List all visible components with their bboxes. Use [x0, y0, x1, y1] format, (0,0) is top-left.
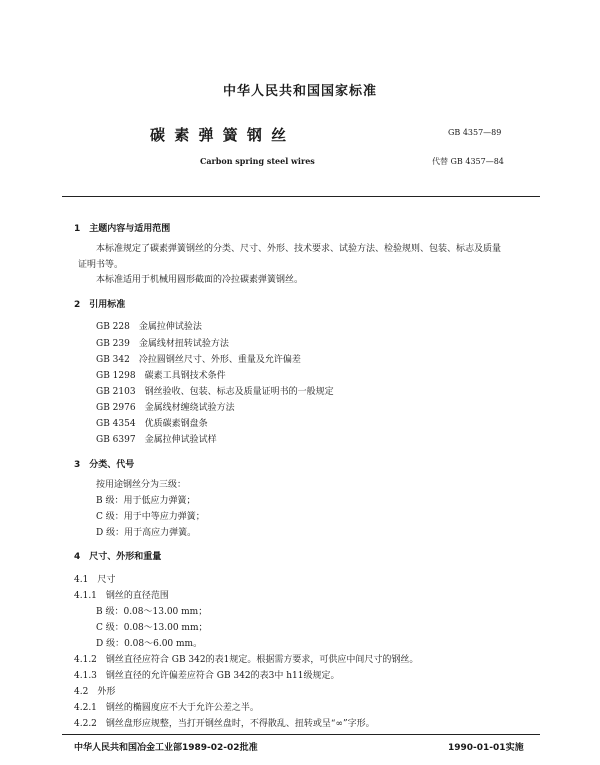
- replaces-code: 代替 GB 4357—84: [432, 157, 504, 166]
- reference-item: GB 2976 金属线材缠绕试验方法: [96, 403, 235, 413]
- section-2-heading: 2 引用标准: [74, 300, 126, 310]
- section-3-heading: 3 分类、代号: [74, 460, 135, 470]
- clause-4-1-2: 4.1.2 钢丝直径应符合 GB 342的表1规定。根据需方要求，可供应中间尺寸的钢丝。: [74, 655, 419, 665]
- diameter-range-item: C 级：0.08～13.00 mm；: [96, 623, 208, 633]
- clause-4-2-1: 4.2.1 钢丝的椭圆度应不大于允许公差之半。: [74, 703, 259, 713]
- subsection-4-2-heading: 4.2 外形: [74, 687, 116, 697]
- diameter-range-item: D 级：0.08～6.00 mm。: [96, 639, 203, 649]
- document-title-en: Carbon spring steel wires: [200, 156, 315, 166]
- section-3-intro: 按用途钢丝分为三级：: [96, 480, 187, 490]
- section-1-heading: 1 主题内容与适用范围: [74, 224, 171, 234]
- clause-4-1-1: 4.1.1 钢丝的直径范围: [74, 591, 169, 601]
- header-divider: [62, 196, 540, 197]
- reference-item: GB 342 冷拉圆钢丝尺寸、外形、重量及允许偏差: [96, 355, 301, 365]
- reference-item: GB 4354 优质碳素钢盘条: [96, 419, 208, 429]
- reference-item: GB 1298 碳素工具钢技术条件: [96, 371, 226, 381]
- grade-item: B 级：用于低应力弹簧；: [96, 496, 196, 506]
- reference-item: GB 239 金属线材扭转试验方法: [96, 339, 229, 349]
- section-4-heading: 4 尺寸、外形和重量: [74, 552, 162, 562]
- section-1-paragraph-1-line-2: 证明书等。: [78, 260, 124, 270]
- document-title-cn: 碳 素 弹 簧 钢 丝: [150, 126, 289, 144]
- approval-line: 中华人民共和国冶金工业部1989-02-02批准: [74, 743, 258, 753]
- grade-item: D 级：用于高应力弹簧。: [96, 528, 197, 538]
- reference-item: GB 6397 金属拉伸试验试样: [96, 435, 217, 445]
- section-1-paragraph-1-line-1: 本标准规定了碳素弹簧钢丝的分类、尺寸、外形、技术要求、试验方法、检验规则、包装、标志及质量: [96, 244, 502, 254]
- standard-code: GB 4357—89: [448, 128, 502, 137]
- diameter-range-item: B 级：0.08～13.00 mm；: [96, 607, 208, 617]
- clause-4-1-3: 4.1.3 钢丝直径的允许偏差应符合 GB 342的表3中 h11级规定。: [74, 671, 340, 681]
- national-standard-title: 中华人民共和国国家标准: [222, 84, 377, 99]
- subsection-4-1-heading: 4.1 尺寸: [74, 575, 116, 585]
- reference-item: GB 228 金属拉伸试验法: [96, 322, 202, 332]
- clause-4-2-2: 4.2.2 钢丝盘形应规整，当打开钢丝盘时，不得散乱、扭转或呈“∞”字形。: [74, 719, 375, 729]
- effective-date: 1990-01-01实施: [448, 743, 524, 753]
- section-1-paragraph-2: 本标准适用于机械用圆形截面的冷拉碳素弹簧钢丝。: [96, 275, 304, 285]
- grade-item: C 级：用于中等应力弹簧；: [96, 512, 205, 522]
- footer-divider: [62, 734, 540, 735]
- reference-item: GB 2103 钢丝验收、包装、标志及质量证明书的一般规定: [96, 387, 334, 397]
